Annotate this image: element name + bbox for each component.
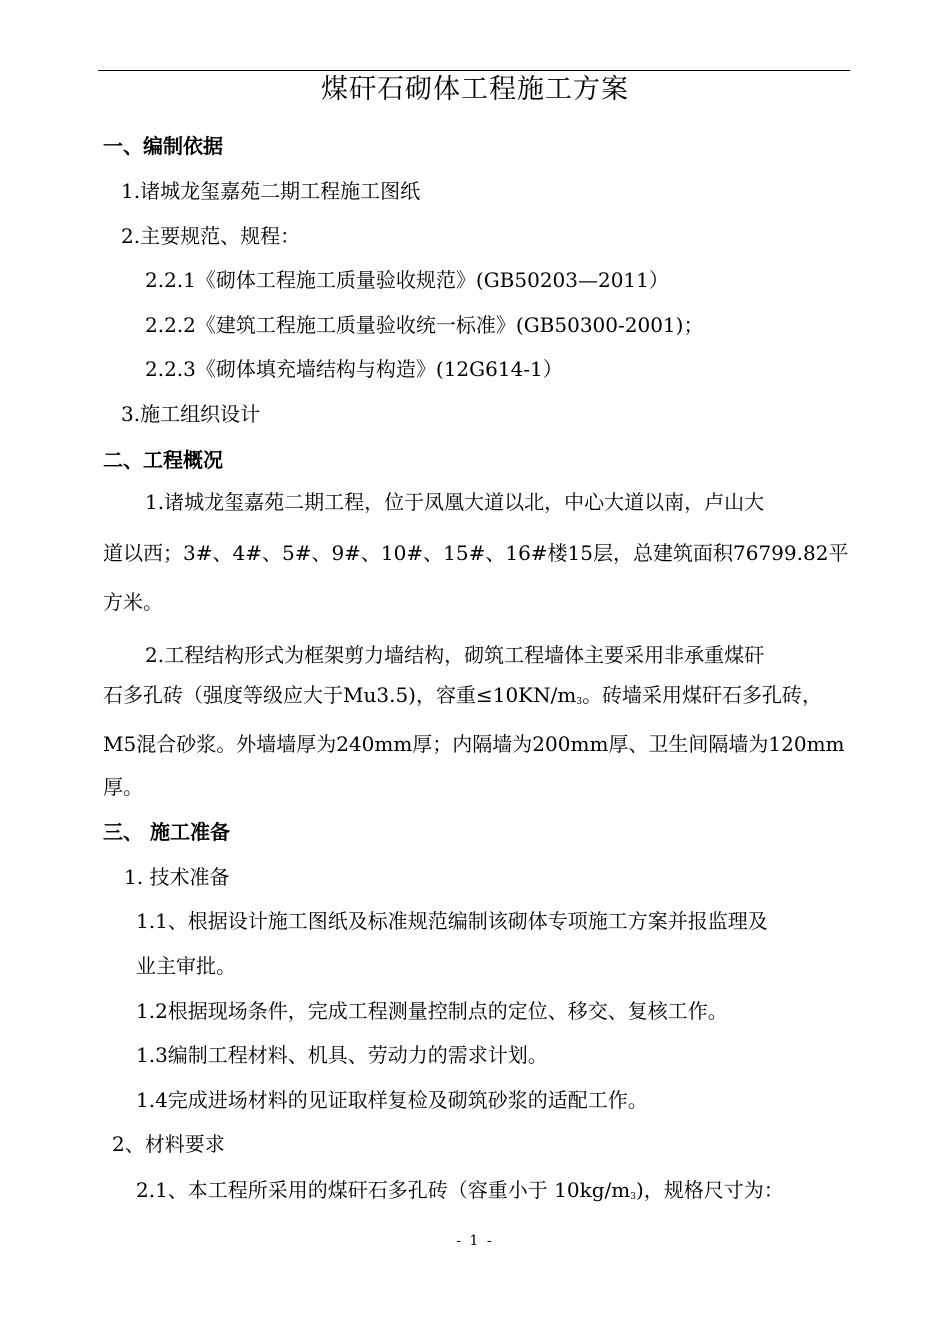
superscript-unit: 3 <box>630 1192 636 1202</box>
list-item: 1.3编制工程材料、机具、劳动力的需求计划。 <box>136 1043 548 1067</box>
paragraph-line <box>136 1175 784 1212</box>
paragraph-line: 业主审批。 <box>136 954 236 978</box>
paragraph-line <box>103 680 822 717</box>
subsection-heading: 1. 技术准备 <box>124 865 230 889</box>
list-item: 1.4完成进场材料的见证取样复检及砌筑砂浆的适配工作。 <box>136 1088 648 1112</box>
page-number: - 1 - <box>456 1233 494 1249</box>
paragraph-line: 1.1、根据设计施工图纸及标准规范编制该砌体专项施工方案并报监理及 <box>136 909 768 933</box>
list-item: 1.诸城龙玺嘉苑二期工程施工图纸 <box>121 179 421 203</box>
list-item: 1.2根据现场条件，完成工程测量控制点的定位、移交、复核工作。 <box>136 999 728 1023</box>
superscript-unit: 3 <box>576 697 583 707</box>
paragraph-line: M5混合砂浆。外墙墙厚为240mm厚；内隔墙为200mm厚、卫生间隔墙为120mm <box>103 732 845 756</box>
subsection-heading: 2、材料要求 <box>112 1132 225 1156</box>
paragraph-line: 道以西；3#、4#、5#、9#、10#、15#、16#楼15层，总建筑面积76799.82平 <box>103 541 849 565</box>
paragraph-line: 厚。 <box>103 775 143 799</box>
paragraph-text: 2.1、本工程所采用的煤矸石多孔砖（容重小于 10kg/m <box>136 1178 631 1202</box>
paragraph-text: )，规格尺寸为： <box>635 1178 784 1202</box>
section-heading-3: 三、 施工准备 <box>103 820 230 844</box>
paragraph-line: 2.工程结构形式为框架剪力墙结构，砌筑工程墙体主要采用非承重煤矸 <box>145 643 765 667</box>
list-item: 2.主要规范、规程： <box>121 224 301 248</box>
list-item: 2.2.1《砌体工程施工质量验收规范》(GB50203—2011） <box>145 268 669 292</box>
paragraph-line: 1.诸城龙玺嘉苑二期工程，位于凤凰大道以北，中心大道以南，卢山大 <box>145 490 765 514</box>
paragraph-text: 石多孔砖（强度等级应大于Mu3.5)，容重≤10KN/m <box>103 683 577 707</box>
list-item: 2.2.2《建筑工程施工质量验收统一标准》(GB50300-2001)； <box>145 313 704 337</box>
list-item: 3.施工组织设计 <box>121 402 261 426</box>
paragraph-text: 。砖墙采用煤矸石多孔砖， <box>582 683 823 707</box>
section-heading-1: 一、编制依据 <box>103 134 223 158</box>
paragraph-line: 方米。 <box>103 590 163 614</box>
document-title: 煤矸石砌体工程施工方案 <box>321 74 629 105</box>
list-item: 2.2.3《砌体填充墙结构与构造》(12G614-1） <box>145 357 563 381</box>
section-heading-2: 二、工程概况 <box>103 448 223 472</box>
